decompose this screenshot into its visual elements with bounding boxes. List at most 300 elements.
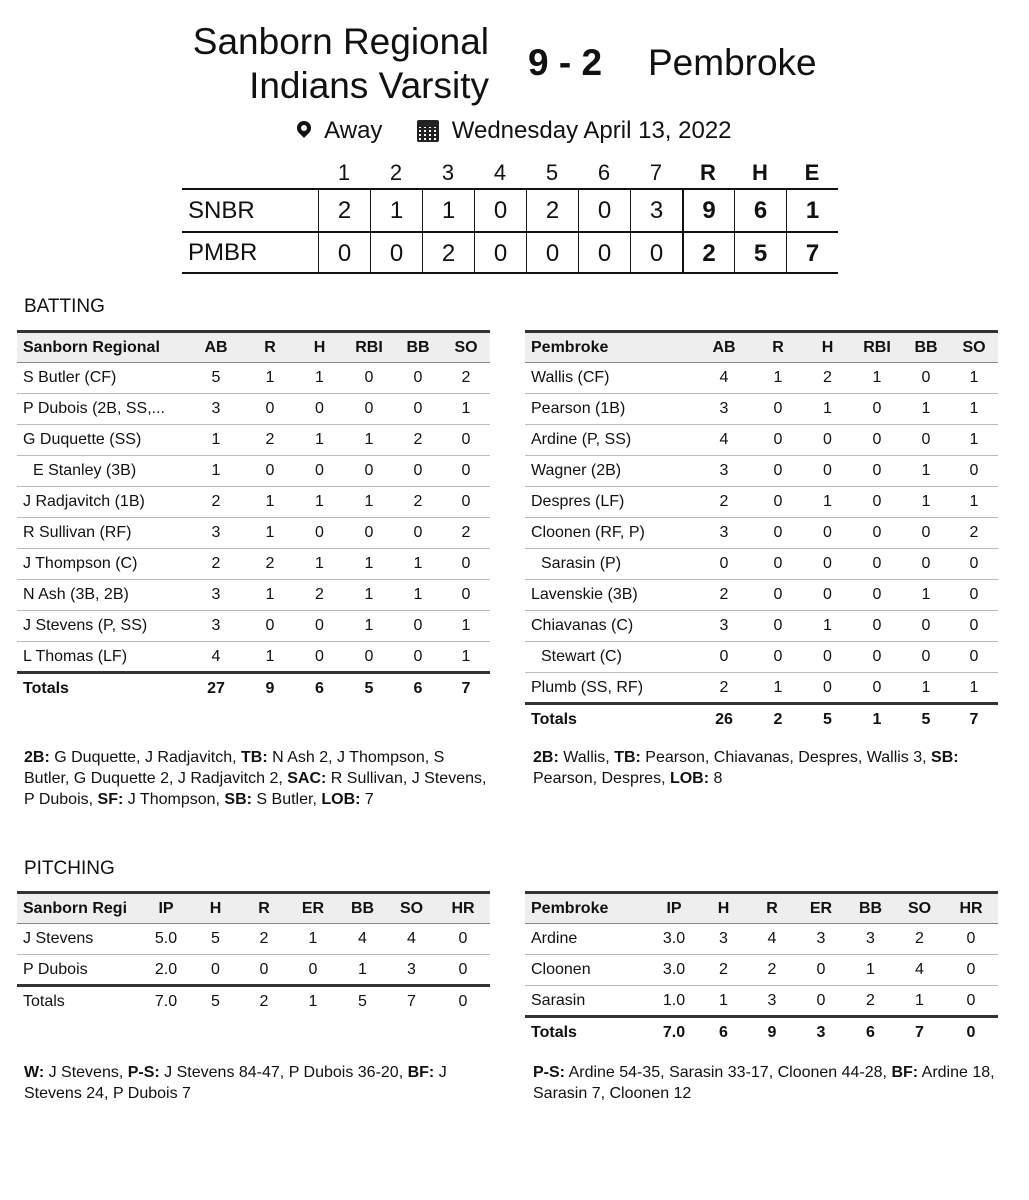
pitching-table-home xyxy=(17,891,490,1017)
totals-cell: 2 xyxy=(753,704,803,735)
stat-cell: 3 xyxy=(699,924,748,955)
note-label: BF: xyxy=(891,1064,919,1081)
stat-cell: 0 xyxy=(753,580,803,611)
stat-cell: 0 xyxy=(695,549,753,580)
totals-label: Totals xyxy=(525,704,695,735)
stat-cell: 1 xyxy=(344,487,394,518)
totals-cell: 1 xyxy=(288,986,338,1017)
totals-row xyxy=(17,986,490,1017)
totals-cell: 26 xyxy=(695,704,753,735)
table-col-header: R xyxy=(753,332,803,363)
stat-cell: 1 xyxy=(344,549,394,580)
stat-cell: 2 xyxy=(803,363,852,394)
stat-cell: 1 xyxy=(803,611,852,642)
stat-cell: 0 xyxy=(295,518,344,549)
note-label: TB: xyxy=(240,749,268,766)
final-score: 9 - 2 xyxy=(528,42,603,83)
player-name: J Thompson (C) xyxy=(17,549,187,580)
line-score-row xyxy=(182,231,838,274)
stat-cell: 1 xyxy=(288,924,338,955)
stat-cell: 0 xyxy=(944,955,998,986)
line-score-cell: 0 xyxy=(474,190,526,231)
table-row xyxy=(525,487,998,518)
totals-cell: 6 xyxy=(699,1017,748,1048)
table-row xyxy=(17,425,490,456)
stat-cell: 0 xyxy=(902,642,950,673)
batting-table-away xyxy=(525,330,998,735)
stat-cell: 0 xyxy=(695,642,753,673)
totals-cell: 2 xyxy=(240,986,288,1017)
stat-cell: 1 xyxy=(902,487,950,518)
stat-cell: 2 xyxy=(295,580,344,611)
totals-cell: 9 xyxy=(748,1017,796,1048)
table-row xyxy=(17,642,490,673)
stat-cell: 0 xyxy=(295,642,344,673)
stat-cell: 0 xyxy=(753,611,803,642)
stat-cell: 2 xyxy=(695,580,753,611)
location-label: Away xyxy=(324,116,383,144)
stat-cell: 3 xyxy=(387,955,436,986)
line-score-col-header: 3 xyxy=(441,160,455,185)
player-name: P Dubois (2B, SS,... xyxy=(17,394,187,425)
table-row xyxy=(525,642,998,673)
table-row xyxy=(17,955,490,986)
player-name: J Stevens xyxy=(17,924,141,955)
line-score-col-header: 5 xyxy=(545,160,559,185)
note-label: SB: xyxy=(224,791,252,808)
stat-cell: 0 xyxy=(442,456,490,487)
batting-notes-away xyxy=(533,747,1003,789)
stat-cell: 2 xyxy=(187,549,245,580)
line-score-cell: 0 xyxy=(526,233,578,272)
stat-cell: 0 xyxy=(803,642,852,673)
stat-cell: 0 xyxy=(295,456,344,487)
stat-cell: 0 xyxy=(950,549,998,580)
stat-cell: 1 xyxy=(442,611,490,642)
stat-cell: 2 xyxy=(442,363,490,394)
player-name: Plumb (SS, RF) xyxy=(525,673,695,704)
stat-cell: 0 xyxy=(803,456,852,487)
stat-cell: 2 xyxy=(394,487,442,518)
stat-cell: 4 xyxy=(895,955,944,986)
stat-cell: 1 xyxy=(950,425,998,456)
table-col-header: Pembroke xyxy=(525,893,649,924)
totals-cell: 7.0 xyxy=(141,986,191,1017)
player-name: P Dubois xyxy=(17,955,141,986)
stat-cell: 1 xyxy=(394,549,442,580)
stat-cell: 2 xyxy=(950,518,998,549)
stat-cell: 3.0 xyxy=(649,955,699,986)
table-col-header: ER xyxy=(796,893,846,924)
stat-cell: 0 xyxy=(950,642,998,673)
table-col-header: R xyxy=(240,893,288,924)
table-row xyxy=(17,924,490,955)
stat-cell: 4 xyxy=(748,924,796,955)
totals-cell: 3 xyxy=(796,1017,846,1048)
stat-cell: 0 xyxy=(344,363,394,394)
line-score-col-header: R xyxy=(700,160,716,185)
stat-cell: 3 xyxy=(796,924,846,955)
stat-cell: 5 xyxy=(187,363,245,394)
stat-cell: 0 xyxy=(852,487,902,518)
table-col-header: SO xyxy=(387,893,436,924)
stat-cell: 0 xyxy=(240,955,288,986)
stat-cell: 1.0 xyxy=(649,986,699,1017)
player-name: Wallis (CF) xyxy=(525,363,695,394)
stat-cell: 1 xyxy=(245,363,295,394)
stat-cell: 1 xyxy=(753,673,803,704)
table-row xyxy=(525,456,998,487)
table-col-header: BB xyxy=(338,893,387,924)
totals-cell: 7 xyxy=(442,673,490,704)
totals-cell: 7 xyxy=(950,704,998,735)
stat-cell: 1 xyxy=(295,363,344,394)
stat-cell: 0 xyxy=(852,580,902,611)
stat-cell: 0 xyxy=(852,394,902,425)
note-label: 2B: xyxy=(24,749,50,766)
stat-cell: 0 xyxy=(950,611,998,642)
line-score-col-header: H xyxy=(752,160,768,185)
table-row xyxy=(525,611,998,642)
line-score-cell: 0 xyxy=(578,190,630,231)
stat-cell: 4 xyxy=(187,642,245,673)
stat-cell: 0 xyxy=(803,580,852,611)
note-text: Ardine 54-35, Sarasin 33-17, Cloonen 44-28, xyxy=(565,1064,892,1081)
game-meta xyxy=(0,116,1029,145)
table-col-header: Pembroke xyxy=(525,332,695,363)
table-col-header: R xyxy=(748,893,796,924)
note-text: J Thompson, xyxy=(123,791,225,808)
player-name: L Thomas (LF) xyxy=(17,642,187,673)
stat-cell: 1 xyxy=(902,580,950,611)
pitching-notes-home xyxy=(24,1062,494,1104)
home-team-line2: Indians Varsity xyxy=(249,65,489,106)
stat-cell: 0 xyxy=(245,394,295,425)
totals-cell: 7.0 xyxy=(649,1017,699,1048)
table-col-header: SO xyxy=(442,332,490,363)
stat-cell: 0 xyxy=(394,394,442,425)
stat-cell: 1 xyxy=(295,549,344,580)
table-col-header: AB xyxy=(695,332,753,363)
stat-cell: 2 xyxy=(748,955,796,986)
stat-cell: 0 xyxy=(394,642,442,673)
stat-cell: 1 xyxy=(852,363,902,394)
note-text: Wallis, xyxy=(558,749,615,766)
stat-cell: 1 xyxy=(902,456,950,487)
line-score-col-header: 7 xyxy=(649,160,663,185)
player-name: Lavenskie (3B) xyxy=(525,580,695,611)
stat-cell: 1 xyxy=(803,487,852,518)
stat-cell: 2 xyxy=(245,425,295,456)
stat-cell: 1 xyxy=(895,986,944,1017)
stat-cell: 2 xyxy=(394,425,442,456)
player-name: Cloonen xyxy=(525,955,649,986)
stat-cell: 0 xyxy=(344,518,394,549)
player-name: Despres (LF) xyxy=(525,487,695,518)
stat-cell: 1 xyxy=(902,673,950,704)
stat-cell: 3 xyxy=(187,518,245,549)
note-text: R Sullivan, J Stevens, P Dubois, xyxy=(24,770,487,808)
totals-cell: 0 xyxy=(944,1017,998,1048)
stat-cell: 1 xyxy=(902,394,950,425)
note-text: J Stevens 24, P Dubois 7 xyxy=(24,1064,447,1102)
line-score-cell: 2 xyxy=(422,233,474,272)
table-col-header: HR xyxy=(944,893,998,924)
stat-cell: 0 xyxy=(753,394,803,425)
stat-cell: 2 xyxy=(695,673,753,704)
line-score-cell: 7 xyxy=(786,233,838,272)
stat-cell: 0 xyxy=(753,549,803,580)
table-col-header: H xyxy=(803,332,852,363)
stat-cell: 0 xyxy=(245,456,295,487)
note-text: J Stevens 84-47, P Dubois 36-20, xyxy=(159,1064,408,1081)
stat-cell: 2.0 xyxy=(141,955,191,986)
stat-cell: 0 xyxy=(950,456,998,487)
stat-cell: 0 xyxy=(852,549,902,580)
line-score-header xyxy=(182,160,838,188)
totals-cell: 9 xyxy=(245,673,295,704)
table-row xyxy=(525,549,998,580)
stat-cell: 0 xyxy=(944,924,998,955)
stat-cell: 3 xyxy=(187,611,245,642)
note-text: S Butler, xyxy=(251,791,322,808)
stat-cell: 0 xyxy=(753,642,803,673)
away-team-name: Pembroke xyxy=(648,42,817,83)
stat-cell: 4 xyxy=(387,924,436,955)
stat-cell: 1 xyxy=(344,580,394,611)
stat-cell: 0 xyxy=(191,955,240,986)
totals-row xyxy=(17,673,490,704)
table-col-header: RBI xyxy=(852,332,902,363)
stat-cell: 0 xyxy=(902,363,950,394)
table-row xyxy=(17,363,490,394)
line-score-col-header: 6 xyxy=(597,160,611,185)
stat-cell: 3 xyxy=(187,580,245,611)
totals-row xyxy=(525,1017,998,1048)
player-name: S Butler (CF) xyxy=(17,363,187,394)
player-name: N Ash (3B, 2B) xyxy=(17,580,187,611)
totals-cell: 6 xyxy=(394,673,442,704)
table-row xyxy=(17,580,490,611)
batting-notes-home xyxy=(24,747,494,810)
table-row xyxy=(525,518,998,549)
batting-title: BATTING xyxy=(24,296,105,317)
line-score-cell: 2 xyxy=(526,190,578,231)
stat-cell: 1 xyxy=(245,642,295,673)
stat-cell: 3 xyxy=(695,518,753,549)
game-header xyxy=(0,20,1029,110)
stat-cell: 1 xyxy=(187,456,245,487)
table-col-header: SO xyxy=(950,332,998,363)
note-text: Ardine 18, Sarasin 7, Cloonen 12 xyxy=(533,1064,995,1102)
table-row xyxy=(525,673,998,704)
location-pin-icon xyxy=(297,121,311,141)
stat-cell: 0 xyxy=(442,549,490,580)
stat-cell: 0 xyxy=(852,425,902,456)
stat-cell: 0 xyxy=(852,673,902,704)
stat-cell: 2 xyxy=(187,487,245,518)
note-label: P-S: xyxy=(127,1064,160,1081)
totals-cell: 5 xyxy=(902,704,950,735)
stat-cell: 3 xyxy=(695,456,753,487)
totals-cell: 5 xyxy=(338,986,387,1017)
player-name: J Stevens (P, SS) xyxy=(17,611,187,642)
stat-cell: 1 xyxy=(295,487,344,518)
stat-cell: 1 xyxy=(699,986,748,1017)
table-col-header: H xyxy=(699,893,748,924)
table-col-header: BB xyxy=(846,893,895,924)
stat-cell: 0 xyxy=(753,425,803,456)
stat-cell: 0 xyxy=(796,955,846,986)
stat-cell: 0 xyxy=(442,425,490,456)
player-name: E Stanley (3B) xyxy=(17,456,187,487)
player-name: J Radjavitch (1B) xyxy=(17,487,187,518)
table-col-header: AB xyxy=(187,332,245,363)
table-col-header: HR xyxy=(436,893,490,924)
table-header-row xyxy=(525,332,998,363)
player-name: Ardine (P, SS) xyxy=(525,425,695,456)
line-score-cell: 1 xyxy=(370,190,422,231)
stat-cell: 0 xyxy=(852,642,902,673)
table-row xyxy=(525,425,998,456)
stat-cell: 1 xyxy=(950,673,998,704)
stat-cell: 3 xyxy=(846,924,895,955)
stat-cell: 0 xyxy=(436,924,490,955)
pitching-table-away xyxy=(525,891,998,1048)
note-label: TB: xyxy=(614,749,641,766)
stat-cell: 1 xyxy=(245,487,295,518)
stat-cell: 0 xyxy=(803,425,852,456)
line-score-cell: 1 xyxy=(422,190,474,231)
stat-cell: 1 xyxy=(950,394,998,425)
stat-cell: 1 xyxy=(344,425,394,456)
note-label: BF: xyxy=(407,1064,435,1081)
line-score-col-header: 4 xyxy=(493,160,507,185)
player-name: Cloonen (RF, P) xyxy=(525,518,695,549)
stat-cell: 1 xyxy=(394,580,442,611)
line-score-cell: 2 xyxy=(318,190,370,231)
totals-cell: 7 xyxy=(895,1017,944,1048)
table-col-header: IP xyxy=(141,893,191,924)
note-text: N Ash 2, J Thompson, S Butler, G Duquette 2, J Radjavitch 2, xyxy=(24,749,445,787)
stat-cell: 1 xyxy=(950,363,998,394)
stat-cell: 0 xyxy=(442,487,490,518)
line-score-cell: 0 xyxy=(474,233,526,272)
table-row xyxy=(17,456,490,487)
stat-cell: 0 xyxy=(436,955,490,986)
stat-cell: 0 xyxy=(344,456,394,487)
stat-cell: 0 xyxy=(344,642,394,673)
calendar-icon xyxy=(417,120,439,142)
pitching-notes-away xyxy=(533,1062,1003,1104)
stat-cell: 3 xyxy=(695,611,753,642)
totals-cell: 5 xyxy=(191,986,240,1017)
note-text: J Stevens, xyxy=(44,1064,128,1081)
game-date: Wednesday April 13, 2022 xyxy=(451,116,732,144)
table-row xyxy=(17,394,490,425)
stat-cell: 0 xyxy=(950,580,998,611)
stat-cell: 3 xyxy=(748,986,796,1017)
table-header-row xyxy=(17,332,490,363)
table-row xyxy=(17,611,490,642)
stat-cell: 0 xyxy=(944,986,998,1017)
player-name: G Duquette (SS) xyxy=(17,425,187,456)
stat-cell: 0 xyxy=(796,986,846,1017)
stat-cell: 0 xyxy=(394,518,442,549)
totals-label: Totals xyxy=(17,673,187,704)
table-row xyxy=(525,394,998,425)
line-score-col-header: E xyxy=(804,160,820,185)
stat-cell: 0 xyxy=(753,487,803,518)
stat-cell: 1 xyxy=(245,518,295,549)
pitching-title: PITCHING xyxy=(24,858,115,879)
note-label: 2B: xyxy=(533,749,559,766)
stat-cell: 2 xyxy=(695,487,753,518)
table-col-header: IP xyxy=(649,893,699,924)
table-header-row xyxy=(17,893,490,924)
line-score-cell: 5 xyxy=(734,233,786,272)
player-name: R Sullivan (RF) xyxy=(17,518,187,549)
totals-cell: 7 xyxy=(387,986,436,1017)
stat-cell: 1 xyxy=(846,955,895,986)
table-col-header: R xyxy=(245,332,295,363)
table-row xyxy=(525,924,998,955)
stat-cell: 0 xyxy=(803,673,852,704)
note-label: LOB: xyxy=(669,770,710,787)
totals-cell: 0 xyxy=(436,986,490,1017)
table-col-header: SO xyxy=(895,893,944,924)
table-col-header: ER xyxy=(288,893,338,924)
stat-cell: 0 xyxy=(852,611,902,642)
note-text: Pearson, Chiavanas, Despres, Wallis 3, xyxy=(640,749,932,766)
player-name: Stewart (C) xyxy=(525,642,695,673)
line-score-col-header: 1 xyxy=(337,160,351,185)
totals-cell: 6 xyxy=(295,673,344,704)
player-name: Ardine xyxy=(525,924,649,955)
table-col-header: Sanborn Regi xyxy=(17,893,141,924)
stat-cell: 0 xyxy=(344,394,394,425)
player-name: Sarasin (P) xyxy=(525,549,695,580)
table-col-header: H xyxy=(295,332,344,363)
totals-label: Totals xyxy=(17,986,141,1017)
table-row xyxy=(17,518,490,549)
stat-cell: 0 xyxy=(245,611,295,642)
stat-cell: 0 xyxy=(803,549,852,580)
stat-cell: 0 xyxy=(753,518,803,549)
stat-cell: 0 xyxy=(295,394,344,425)
note-label: SF: xyxy=(97,791,124,808)
stat-cell: 0 xyxy=(288,955,338,986)
note-text: 7 xyxy=(360,791,374,808)
totals-row xyxy=(525,704,998,735)
totals-cell: 6 xyxy=(846,1017,895,1048)
stat-cell: 0 xyxy=(394,363,442,394)
totals-cell: 5 xyxy=(803,704,852,735)
table-col-header: BB xyxy=(394,332,442,363)
note-text: 8 xyxy=(709,770,723,787)
stat-cell: 2 xyxy=(442,518,490,549)
stat-cell: 0 xyxy=(394,611,442,642)
table-col-header: BB xyxy=(902,332,950,363)
line-score-team: PMBR xyxy=(188,238,258,266)
stat-cell: 0 xyxy=(295,611,344,642)
stat-cell: 0 xyxy=(902,611,950,642)
note-label: W: xyxy=(24,1064,45,1081)
stat-cell: 2 xyxy=(895,924,944,955)
home-team-line1: Sanborn Regional xyxy=(192,21,489,62)
table-row xyxy=(525,986,998,1017)
stat-cell: 1 xyxy=(187,425,245,456)
